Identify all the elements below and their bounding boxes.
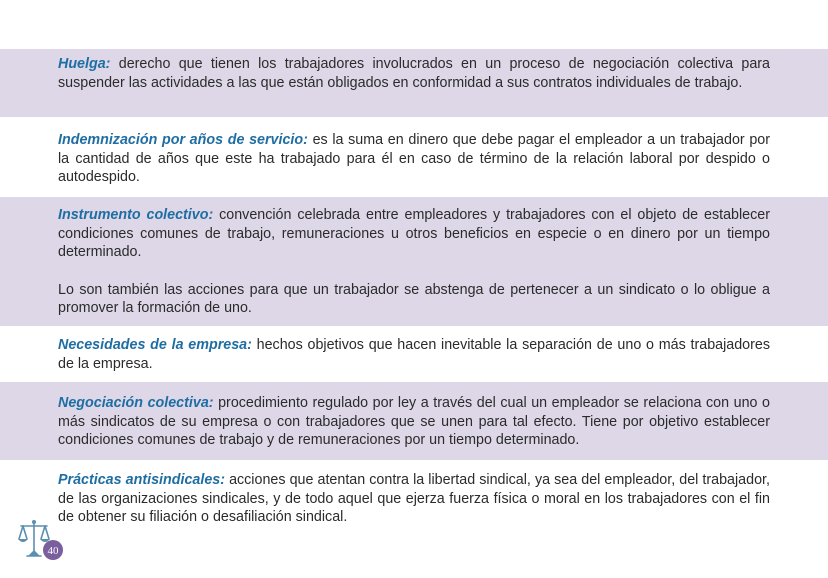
entry-term: Prácticas antisindicales: xyxy=(58,472,225,488)
entry-definition: convención celebrada entre empleadores y trabajadores con el objeto de establecer condiciones comunes de trabajo, remuneraciones u otros beneficios en especie o en dinero por un tiempo determinado. xyxy=(58,207,770,261)
entry-term: Indemnización por años de servicio: xyxy=(58,132,308,148)
entry-definition: derecho que tienen los trabajadores involucrados en un proceso de negociación colectiva para suspender las actividades a las que están obligados en conformidad a sus contratos individuales de trabajo. xyxy=(58,56,770,91)
glossary-entry-negociacion-colectiva xyxy=(0,382,828,460)
glossary-entry-instrumento-colectivo xyxy=(0,197,828,326)
entry-text xyxy=(58,471,770,527)
entry-definition: acciones que atentan contra la libertad sindical, ya sea del empleador, del trabajador, de las organizaciones sindicales, y de todo aquel que ejerza fuerza física o moral en los trabajadores con el fin de obtener su filiación o desafiliación sindical. xyxy=(58,472,770,526)
entry-definition: es la suma en dinero que debe pagar el empleador a un trabajador por la cantidad de años que este ha trabajado para él en caso de término de la relación laboral por despido o autodespido. xyxy=(58,132,770,186)
footer-logo xyxy=(16,518,70,562)
entry-text xyxy=(58,394,770,450)
page-number: 40 xyxy=(47,545,59,557)
entry-text xyxy=(58,131,770,187)
entry-definition: hechos objetivos que hacen inevitable la separación de uno o más trabajadores de la empresa. xyxy=(58,337,770,372)
entry-term: Instrumento colectivo: xyxy=(58,207,214,223)
entry-text xyxy=(58,55,770,92)
entry-term: Huelga: xyxy=(58,56,111,72)
entry-term: Necesidades de la empresa: xyxy=(58,337,252,353)
glossary-entry-practicas-antisindicales xyxy=(0,460,828,540)
entry-text xyxy=(58,206,770,262)
scales-of-justice-icon xyxy=(16,518,70,562)
entry-definition: procedimiento regulado por ley a través del cual un empleador se relaciona con uno o más sindicatos de su empresa o con trabajadores que se unen para tal efecto. Tiene por objetivo establecer condiciones comunes de trabajo y de remuneraciones por un tiempo determinado. xyxy=(58,395,770,449)
entry-extra-paragraph: Lo son también las acciones para que un trabajador se abstenga de pertenecer a un sindicato o lo obligue a promover la formación de uno. xyxy=(58,281,770,317)
entry-term: Negociación colectiva: xyxy=(58,395,214,411)
glossary-entry-indemnizacion xyxy=(0,117,828,197)
entry-text xyxy=(58,336,770,373)
glossary-entry-necesidades-empresa xyxy=(0,326,828,382)
glossary-entry-huelga xyxy=(0,49,828,117)
